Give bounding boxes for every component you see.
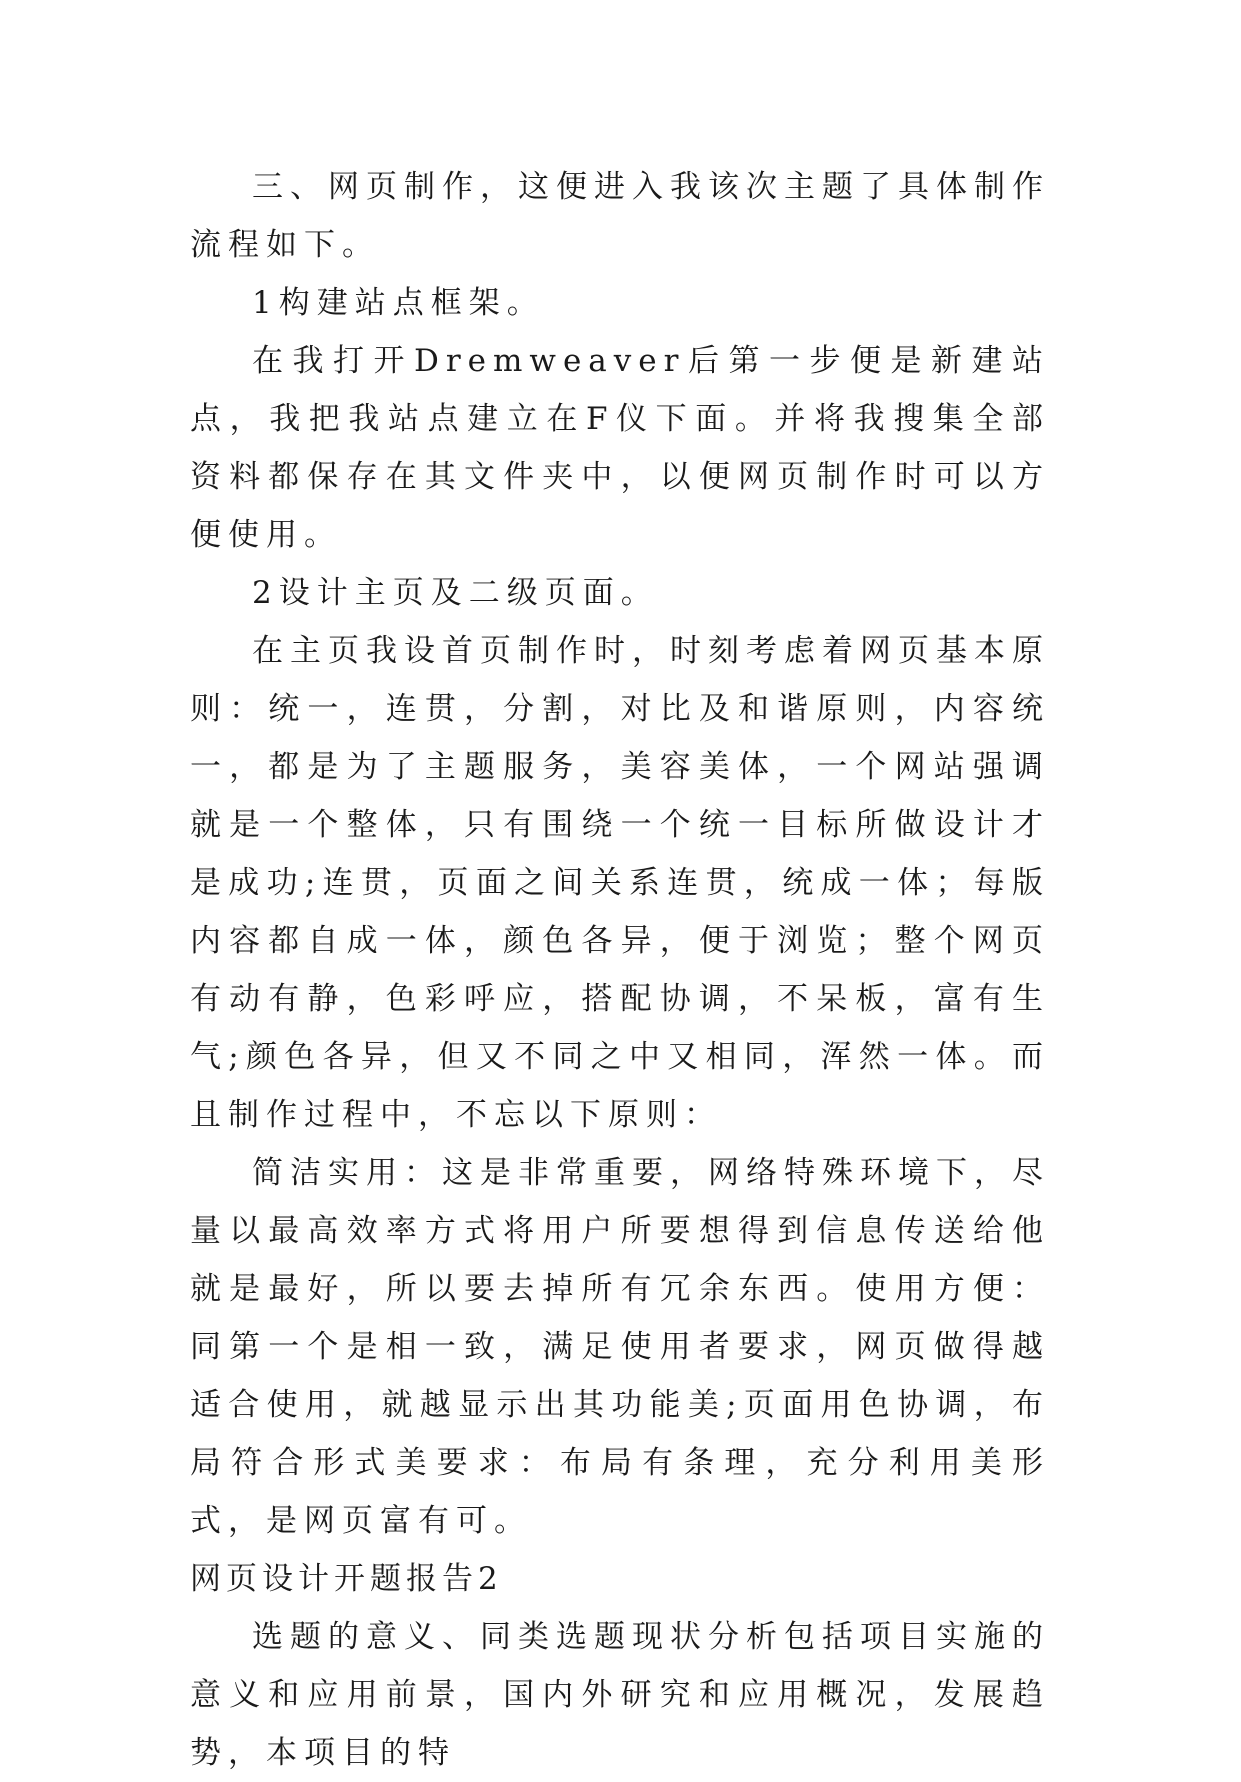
paragraph-web-production: 三、网页制作，这便进入我该次主题了具体制作流程如下。 (190, 169, 1050, 263)
paragraph-site-framework: 在我打开Dremweaver后第一步便是新建站点，我把我站点建立在F仪下面。并将我搜集全部资料都保存在其文件夹中，以便网页制作时可以方便使用。 (190, 343, 1050, 553)
paragraph-site-framework-heading: 1构建站点框架。 (252, 285, 545, 321)
paragraph-design-principles: 在主页我设首页制作时，时刻考虑着网页基本原则：统一，连贯，分割，对比及和谐原则，内容统一，都是为了主题服务，美容美体，一个网站强调就是一个整体，只有围绕一个统一目标所做设计才是成功;连贯，页面之间关系连贯，统成一体；每版内容都自成一体，颜色各异，便于浏览；整个网页有动有静，色彩呼应，搭配协调，不呆板，富有生气;颜色各异，但又不同之中又相同，浑然一体。而且制作过程中，不忘以下原则： (190, 633, 1050, 1133)
section-title: 网页设计开题报告2 (190, 1561, 503, 1597)
paragraph-homepage-design-heading: 2设计主页及二级页面。 (252, 575, 659, 611)
document-body (190, 158, 1050, 1782)
paragraph-simple-practical: 简洁实用：这是非常重要，网络特殊环境下，尽量以最高效率方式将用户所要想得到信息传送给他就是最好，所以要去掉所有冗余东西。使用方便：同第一个是相一致，满足使用者要求，网页做得越适合使用，就越显示出其功能美;页面用色协调，布局符合形式美要求：布局有条理，充分利用美形式，是网页富有可。 (190, 1155, 1050, 1539)
paragraph-topic-significance: 选题的意义、同类选题现状分析包括项目实施的意义和应用前景，国内外研究和应用概况，发展趋势，本项目的特 (190, 1619, 1050, 1771)
